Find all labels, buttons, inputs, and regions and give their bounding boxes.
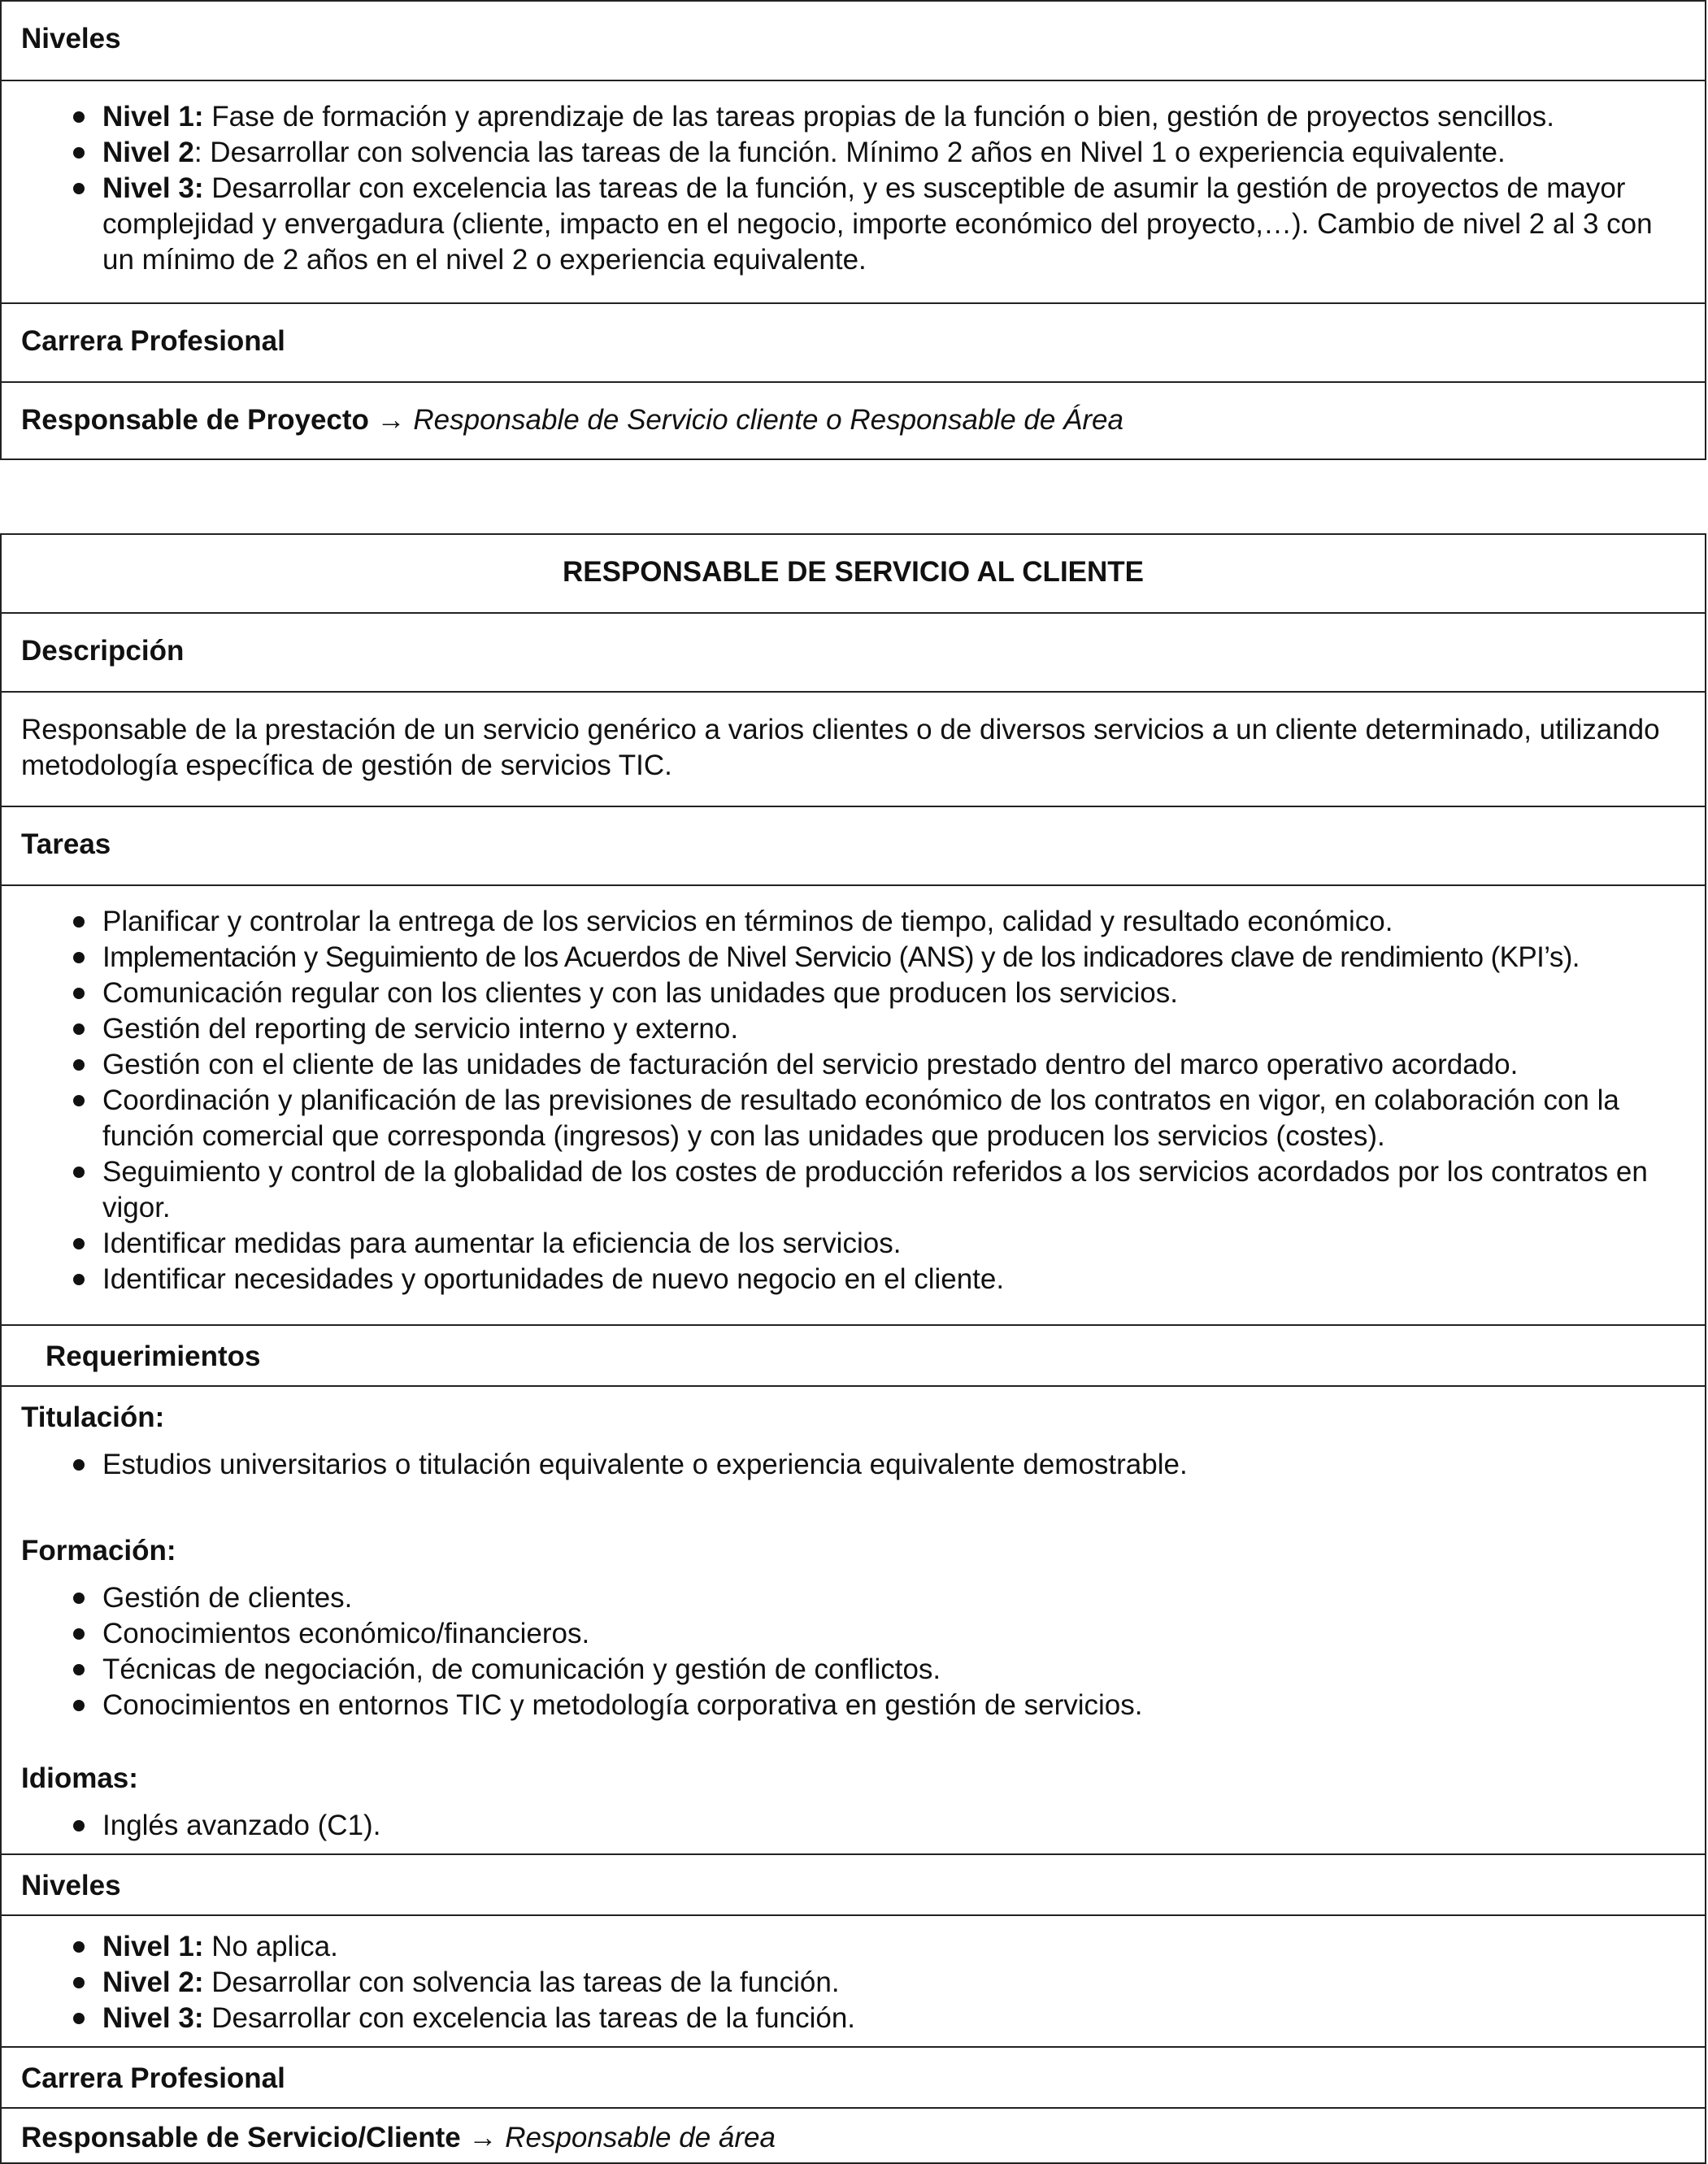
formacion-list xyxy=(21,1569,1685,1723)
list-item: Conocimientos económico/financieros. xyxy=(102,1616,1669,1652)
niveles-list xyxy=(2,1916,1705,2036)
list-item: Identificar medidas para aumentar la eficiencia de los servicios. xyxy=(102,1226,1688,1262)
list-item: Nivel 1: Fase de formación y aprendizaje de las tareas propias de la función o bien, gestión de proyectos sencillos. xyxy=(102,99,1688,135)
niveles-header-row xyxy=(2,2,1705,81)
list-item: Planificar y controlar la entrega de los servicios en términos de tiempo, calidad y resultado económico. xyxy=(102,904,1688,940)
list-item: Implementación y Seguimiento de los Acuerdos de Nivel Servicio (ANS) y de los indicadores clave de rendimiento (KPI’s). xyxy=(102,940,1688,976)
formacion-label: Formación: xyxy=(21,1535,176,1567)
list-item: Estudios universitarios o titulación equivalente o experiencia equivalente demostrable. xyxy=(102,1447,1669,1483)
tareas-header: Tareas xyxy=(21,828,111,860)
idiomas-label: Idiomas: xyxy=(21,1762,138,1794)
titulacion-list xyxy=(21,1436,1685,1483)
carrera-path: Responsable de Proyecto → Responsable de Servicio cliente o Responsable de Área xyxy=(21,404,1123,436)
requerimientos-header-row xyxy=(2,1326,1705,1387)
tareas-header-row xyxy=(2,807,1705,886)
list-item: Coordinación y planificación de las previsiones de resultado económico de los contratos en vigor, en colaboración con la función comercial que corresponda (ingresos) y con las unidades que producen los servicios (costes). xyxy=(102,1083,1688,1154)
carrera-header: Carrera Profesional xyxy=(21,325,285,357)
job-table-responsable-servicio xyxy=(0,533,1706,2164)
list-item: Nivel 1: No aplica. xyxy=(102,1929,1688,1965)
niveles-row xyxy=(2,1916,1705,2048)
descripcion-text: Responsable de la prestación de un servicio genérico a varios clientes o de diversos servicios a un cliente determinado, utilizando metodología específica de gestión de servicios TIC. xyxy=(21,714,1660,781)
carrera-row xyxy=(2,2109,1705,2162)
list-item: Nivel 3: Desarrollar con excelencia las tareas de la función, y es susceptible de asumir la gestión de proyectos de mayor complejidad y envergadura (cliente, impacto en el negocio, importe económico del proyecto,…). Cambio de nivel 2 al 3 con un mínimo de 2 años en el nivel 2 o experiencia equivalente. xyxy=(102,171,1688,278)
list-item: Nivel 3: Desarrollar con excelencia las tareas de la función. xyxy=(102,2001,1688,2036)
descripcion-header-row xyxy=(2,614,1705,693)
descripcion-header: Descripción xyxy=(21,635,185,667)
list-item: Nivel 2: Desarrollar con solvencia las tareas de la función. xyxy=(102,1965,1688,2001)
carrera-path: Responsable de Servicio/Cliente → Responsable de área xyxy=(21,2122,776,2153)
niveles-header: Niveles xyxy=(21,23,121,54)
requerimientos-row xyxy=(2,1387,1705,1855)
titulacion-label: Titulación: xyxy=(21,1401,165,1433)
tareas-row xyxy=(2,886,1705,1326)
list-item: Gestión de clientes. xyxy=(102,1580,1669,1616)
carrera-header-row xyxy=(2,2048,1705,2109)
job-title: RESPONSABLE DE SERVICIO AL CLIENTE xyxy=(562,556,1145,588)
niveles-row xyxy=(2,81,1705,304)
requerimientos-header: Requerimientos xyxy=(46,1341,261,1372)
list-item: Gestión con el cliente de las unidades de facturación del servicio prestado dentro del marco operativo acordado. xyxy=(102,1047,1688,1083)
list-item: Inglés avanzado (C1). xyxy=(102,1808,1669,1844)
descripcion-row xyxy=(2,693,1705,807)
list-item: Gestión del reporting de servicio interno y externo. xyxy=(102,1011,1688,1047)
list-item: Comunicación regular con los clientes y con las unidades que producen los servicios. xyxy=(102,976,1688,1011)
carrera-header-row xyxy=(2,304,1705,383)
list-item: Técnicas de negociación, de comunicación y gestión de conflictos. xyxy=(102,1652,1669,1688)
requerimientos-content xyxy=(2,1387,1705,1844)
niveles-header-row xyxy=(2,1855,1705,1916)
title-row xyxy=(2,535,1705,614)
tareas-list xyxy=(2,886,1705,1297)
carrera-header: Carrera Profesional xyxy=(21,2062,285,2094)
niveles-list xyxy=(2,81,1705,278)
niveles-header: Niveles xyxy=(21,1870,121,1901)
idiomas-list xyxy=(21,1797,1685,1844)
list-item: Seguimiento y control de la globalidad de los costes de producción referidos a los servicios acordados por los contratos en vigor. xyxy=(102,1154,1688,1226)
job-table-previous xyxy=(0,0,1706,460)
list-item: Identificar necesidades y oportunidades de nuevo negocio en el cliente. xyxy=(102,1262,1688,1297)
list-item: Nivel 2: Desarrollar con solvencia las tareas de la función. Mínimo 2 años en Nivel 1 o experiencia equivalente. xyxy=(102,135,1688,171)
list-item: Conocimientos en entornos TIC y metodología corporativa en gestión de servicios. xyxy=(102,1688,1669,1723)
carrera-row xyxy=(2,383,1705,460)
